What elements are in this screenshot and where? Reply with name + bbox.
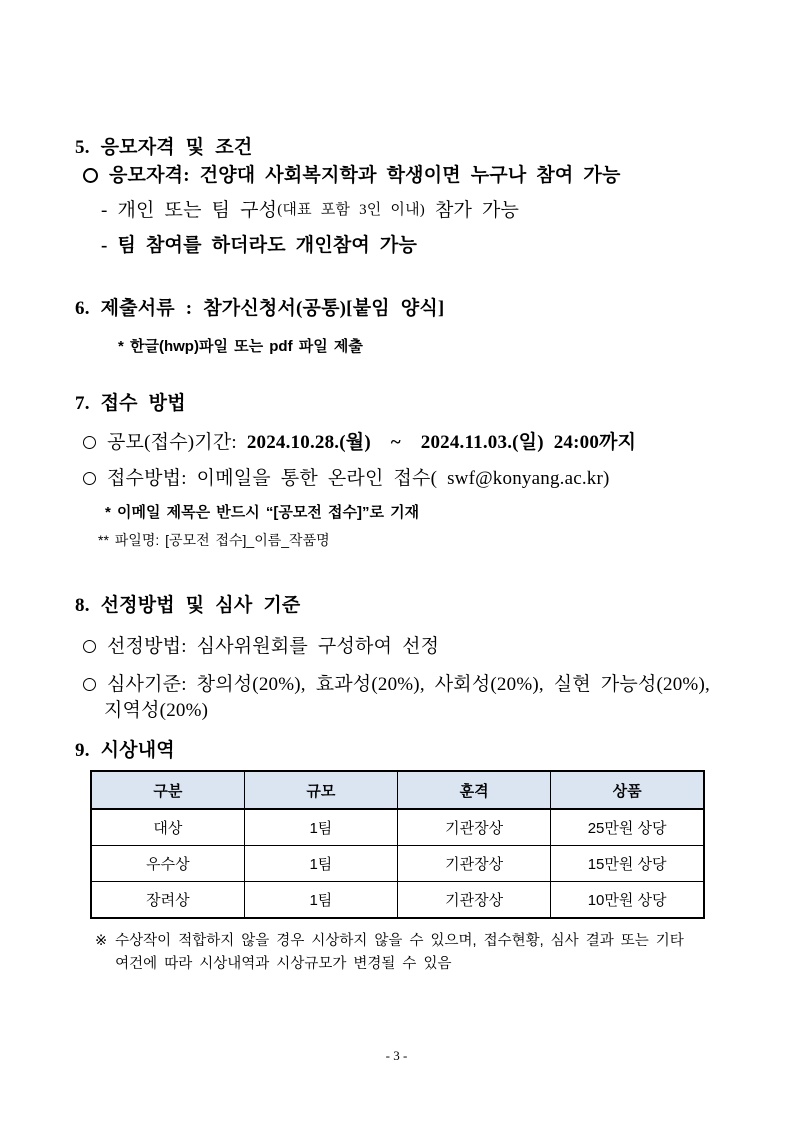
award-change-footnote xyxy=(95,930,684,976)
section-7-bullet-method xyxy=(83,468,610,490)
bullet-label: 공모(접수)기간: xyxy=(107,432,247,453)
table-row xyxy=(91,846,704,882)
circle-bullet-icon xyxy=(83,168,98,183)
section-8-bullet-selection-method xyxy=(83,636,439,658)
section-title-text: 6. 제출서류 : 참가신청서(공통)[붙임 양식] xyxy=(75,298,445,319)
section-5-title xyxy=(75,137,252,159)
circle-bullet-icon xyxy=(83,640,96,653)
application-period-value: 2024.10.28.(월) ~ 2024.11.03.(일) 24:00까지 xyxy=(246,432,637,453)
circle-bullet-icon xyxy=(83,472,96,485)
footnote-text xyxy=(115,930,684,976)
section-5-bullet-eligibility xyxy=(83,165,621,187)
section-5-dash-individual-participation xyxy=(101,235,417,257)
bullet-text: 접수방법: 이메일을 통한 온라인 접수( swf@konyang.ac.kr) xyxy=(107,468,610,489)
table-cell: 1팀 xyxy=(244,809,397,846)
continuation-text: 지역성(20%) xyxy=(104,700,209,721)
table-cell: 1팀 xyxy=(244,882,397,919)
footnote-line: 여건에 따라 시상내역과 시상규모가 변경될 수 있음 xyxy=(115,956,452,972)
section-8-bullet-criteria xyxy=(83,674,710,696)
section-7-bullet-period xyxy=(83,432,636,454)
table-cell: 장려상 xyxy=(91,882,244,919)
section-7-title xyxy=(75,393,186,415)
table-cell: 우수상 xyxy=(91,846,244,882)
column-header-prize: 상품 xyxy=(551,771,704,809)
section-8-criteria-continuation xyxy=(104,700,208,722)
table-header-row xyxy=(91,771,704,809)
section-9-title xyxy=(75,740,175,762)
table-cell: 기관장상 xyxy=(398,882,551,919)
dash-item-parenthetical: (대표 포함 3인 이내) xyxy=(277,202,425,219)
section-6-title xyxy=(75,298,444,320)
table-row xyxy=(91,809,704,846)
page-number: - 3 - xyxy=(385,1048,408,1063)
section-title-text: 8. 선정방법 및 심사 기준 xyxy=(75,595,301,616)
footnote-line: 수상작이 적합하지 않을 경우 시상하지 않을 수 있으며, 접수현황, 심사 결과 또는 기타 xyxy=(115,933,684,949)
bullet-text: 선정방법: 심사위원회를 구성하여 선정 xyxy=(107,636,440,657)
column-header-award-grade: 훈격 xyxy=(398,771,551,809)
table-cell: 기관장상 xyxy=(398,846,551,882)
bullet-text: 응모자격: 건양대 사회복지학과 학생이면 누구나 참여 가능 xyxy=(109,165,621,186)
dash-item-text: - 개인 또는 팀 구성 xyxy=(101,200,278,221)
section-8-title xyxy=(75,595,300,617)
table-cell: 25만원 상당 xyxy=(551,809,704,846)
section-7-email-subject-note xyxy=(105,504,419,521)
bullet-text: 심사기준: 창의성(20%), 효과성(20%), 사회성(20%), 실현 가능성(20%), xyxy=(107,674,710,695)
table-cell: 15만원 상당 xyxy=(551,846,704,882)
section-7-filename-note xyxy=(98,532,330,548)
circle-bullet-icon xyxy=(83,678,96,691)
note-text: * 이메일 제목은 반드시 “[공모전 접수]”로 기재 xyxy=(105,504,420,521)
table-cell: 기관장상 xyxy=(398,809,551,846)
dash-item-tail: 참가 가능 xyxy=(425,200,520,221)
reference-mark-icon: ※ xyxy=(95,933,108,949)
section-5-dash-team-composition xyxy=(101,200,519,222)
section-6-file-format-note xyxy=(118,338,363,355)
table-row xyxy=(91,882,704,919)
note-text: * 한글(hwp)파일 또는 pdf 파일 제출 xyxy=(118,338,363,355)
note-text: ** 파일명: [공모전 접수]_이름_작품명 xyxy=(98,532,330,548)
awards-table xyxy=(90,770,705,919)
table-cell: 1팀 xyxy=(244,846,397,882)
section-title-text: 7. 접수 방법 xyxy=(75,393,186,414)
section-title-text: 9. 시상내역 xyxy=(75,740,175,761)
circle-bullet-icon xyxy=(83,436,96,449)
column-header-scale: 규모 xyxy=(244,771,397,809)
column-header-category: 구분 xyxy=(91,771,244,809)
dash-item-text: - 팀 참여를 하더라도 개인참여 가능 xyxy=(101,235,418,256)
section-title-text: 5. 응모자격 및 조건 xyxy=(75,137,253,158)
table-cell: 대상 xyxy=(91,809,244,846)
table-cell: 10만원 상당 xyxy=(551,882,704,919)
